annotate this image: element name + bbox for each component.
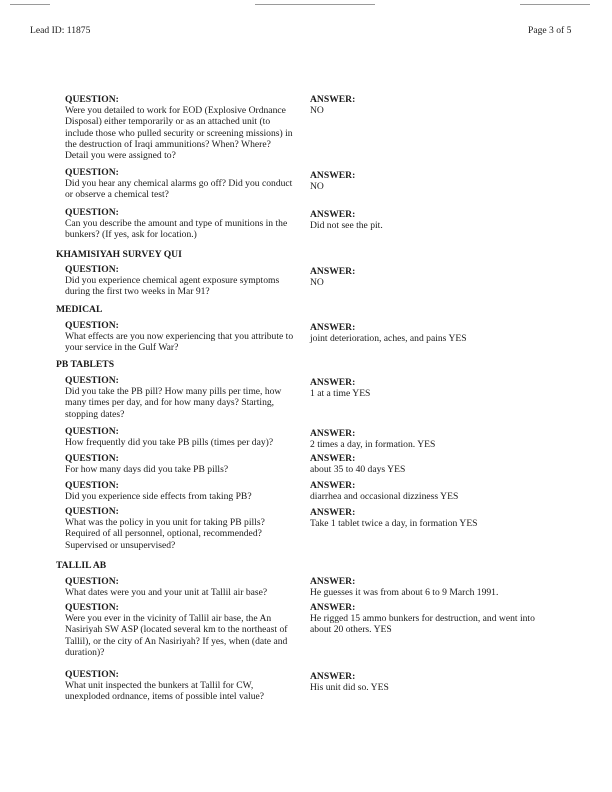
answer-label: ANSWER: xyxy=(310,377,356,388)
question-text: Did you take the PB pill? How many pills per time, how many times per day, and for how many days? Starting, stopping dates? xyxy=(65,386,282,420)
answer-text: NO xyxy=(310,105,324,117)
page-number: Page 3 of 5 xyxy=(528,25,572,36)
question-label: QUESTION: xyxy=(65,506,119,517)
question-label: QUESTION: xyxy=(65,264,119,275)
question-text: What was the policy in you unit for taking PB pills? Required of all personnel, optional, recommended? Supervised or unsupervised? xyxy=(65,517,265,551)
section-heading: MEDICAL xyxy=(56,304,103,315)
question-text: Did you hear any chemical alarms go off? Did you conduct or observe a chemical test? xyxy=(65,178,293,201)
answer-label: ANSWER: xyxy=(310,671,356,682)
section-heading: PB TABLETS xyxy=(56,359,115,370)
answer-label: ANSWER: xyxy=(310,507,356,518)
answer-block xyxy=(310,322,540,344)
question-block xyxy=(65,94,295,161)
question-text: Can you describe the amount and type of munitions in the bunkers? (If yes, ask for location.) xyxy=(65,218,288,241)
question-block xyxy=(65,264,295,298)
question-block xyxy=(65,426,295,448)
question-block xyxy=(65,506,295,551)
section-heading: KHAMISIYAH SURVEY QUI xyxy=(56,249,182,260)
answer-text: He guesses it was from about 6 to 9 March 1991. xyxy=(310,587,499,599)
answer-label: ANSWER: xyxy=(310,453,356,464)
answer-block xyxy=(310,507,540,529)
answer-block xyxy=(310,480,540,502)
answer-block xyxy=(310,94,540,116)
answer-label: ANSWER: xyxy=(310,94,356,105)
answer-block xyxy=(310,453,540,475)
answer-block xyxy=(310,266,540,288)
question-block xyxy=(65,480,295,502)
answer-label: ANSWER: xyxy=(310,170,356,181)
question-label: QUESTION: xyxy=(65,94,119,105)
section-heading: TALLIL AB xyxy=(56,560,107,571)
question-text: What effects are you now experiencing that you attribute to your service in the Gulf War? xyxy=(65,331,294,354)
answer-block xyxy=(310,576,540,598)
scan-edge-line xyxy=(255,4,375,5)
question-label: QUESTION: xyxy=(65,669,119,680)
question-block xyxy=(65,602,295,658)
question-text: Were you detailed to work for EOD (Explosive Ordnance Disposal) either temporarily or as an attached unit (to include those who pulled security or screening missions) in the destruction of Iraqi ammunitions? When? Where? Detail you were assigned to? xyxy=(65,105,293,162)
answer-text: joint deterioration, aches, and pains YES xyxy=(310,333,467,345)
question-block xyxy=(65,375,295,420)
answer-label: ANSWER: xyxy=(310,480,356,491)
answer-text: He rigged 15 ammo bunkers for destruction, and went into about 20 others. YES xyxy=(310,613,535,636)
question-block xyxy=(65,576,295,598)
question-text: What unit inspected the bunkers at Tallil for CW, unexploded ordnance, items of possible intel value? xyxy=(65,680,265,703)
answer-text: diarrhea and occasional dizziness YES xyxy=(310,491,459,503)
answer-block xyxy=(310,377,540,399)
question-label: QUESTION: xyxy=(65,426,119,437)
question-label: QUESTION: xyxy=(65,602,119,613)
answer-text: 1 at a time YES xyxy=(310,388,371,400)
question-text: What dates were you and your unit at Tallil air base? xyxy=(65,587,268,599)
answer-text: NO xyxy=(310,181,324,193)
question-label: QUESTION: xyxy=(65,576,119,587)
question-text: Did you experience side effects from taking PB? xyxy=(65,491,252,503)
answer-text: about 35 to 40 days YES xyxy=(310,464,406,476)
answer-block xyxy=(310,428,540,450)
answer-text: His unit did so. YES xyxy=(310,682,389,694)
question-label: QUESTION: xyxy=(65,207,119,218)
answer-label: ANSWER: xyxy=(310,209,356,220)
question-block xyxy=(65,320,295,354)
question-text: How frequently did you take PB pills (times per day)? xyxy=(65,437,274,449)
scan-edge-line xyxy=(10,4,50,5)
question-block xyxy=(65,207,295,241)
answer-label: ANSWER: xyxy=(310,428,356,439)
answer-label: ANSWER: xyxy=(310,322,356,333)
question-label: QUESTION: xyxy=(65,167,119,178)
scan-edge-line xyxy=(520,4,590,5)
question-text: Did you experience chemical agent exposure symptoms during the first two weeks in Mar 91? xyxy=(65,275,280,298)
answer-block xyxy=(310,170,540,192)
answer-block xyxy=(310,209,540,231)
answer-label: ANSWER: xyxy=(310,266,356,277)
answer-label: ANSWER: xyxy=(310,602,356,613)
answer-text: 2 times a day, in formation. YES xyxy=(310,439,436,451)
answer-text: Take 1 tablet twice a day, in formation YES xyxy=(310,518,478,530)
question-label: QUESTION: xyxy=(65,375,119,386)
question-block xyxy=(65,669,295,703)
answer-block xyxy=(310,671,540,693)
question-text: Were you ever in the vicinity of Tallil air base, the An Nasiriyah SW ASP (located several km to the northeast of Tallil), or the city of An Nasiriyah? If yes, when (date and duration)? xyxy=(65,613,288,658)
answer-text: Did not see the pit. xyxy=(310,220,383,232)
question-label: QUESTION: xyxy=(65,453,119,464)
answer-label: ANSWER: xyxy=(310,576,356,587)
question-label: QUESTION: xyxy=(65,480,119,491)
lead-id: Lead ID: 11875 xyxy=(30,25,91,36)
answer-block xyxy=(310,602,540,636)
question-label: QUESTION: xyxy=(65,320,119,331)
answer-text: NO xyxy=(310,277,324,289)
question-block xyxy=(65,453,295,475)
question-block xyxy=(65,167,295,201)
question-text: For how many days did you take PB pills? xyxy=(65,464,229,476)
